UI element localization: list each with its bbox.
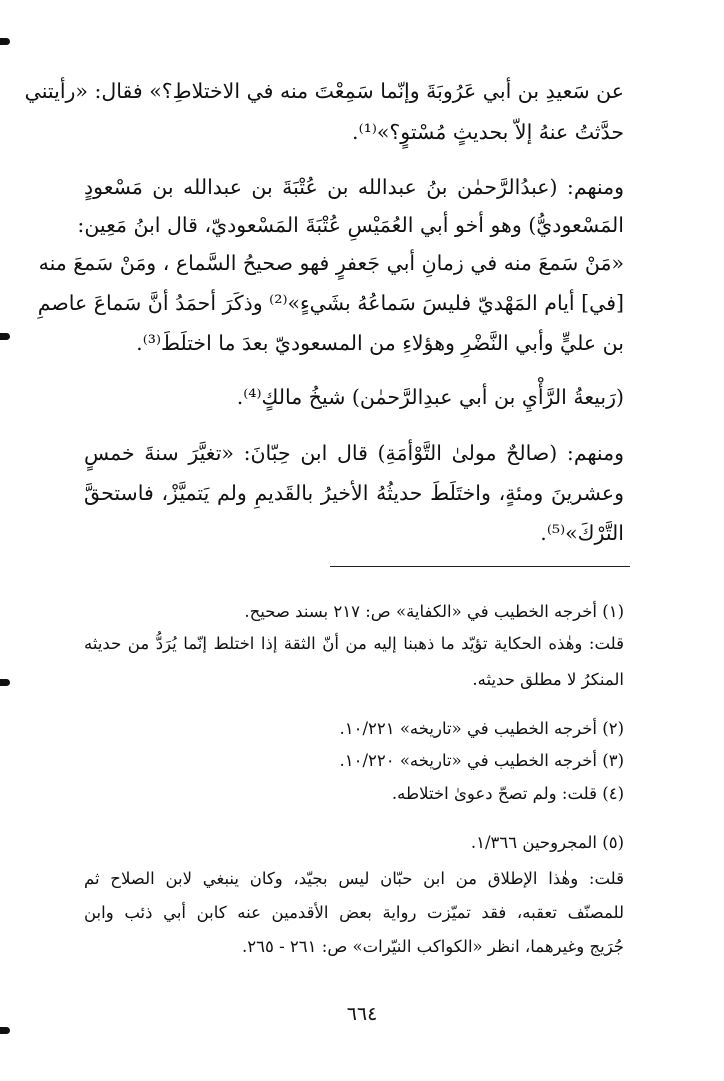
scan-mark [0, 38, 10, 45]
footnote-line: (٣) أخرجه الخطيب في «تاريخه» ١٠/٢٢٠. [339, 751, 624, 770]
footnote-line: (٢) أخرجه الخطيب في «تاريخه» ١٠/٢٢١. [339, 719, 624, 738]
scan-mark [0, 679, 10, 686]
main-text-line: ومنهم: (عبدُالرَّحمٰن بنُ عبدالله بن عُتْبَةَ بن عبدالله بن مَسْعودٍ [84, 175, 625, 199]
main-text-line: (رَبيعةُ الرَّأْيِ بن أبي عبدِالرَّحمٰن) شيخُ مالكٍ⁽⁴⁾. [236, 385, 624, 409]
main-text-line: عن سَعيدِ بن أبي عَرُوبَةَ وإنّما سَمِعْتَ منه في الاختلاطِ؟» فقال: «رأيتني [24, 79, 624, 103]
footnote-separator [330, 566, 630, 567]
scan-mark [0, 333, 10, 340]
footnote-line: المنكرُ لا مطلق حديثه. [472, 670, 624, 689]
scan-mark [0, 1027, 10, 1034]
main-text-line: التَّرْكَ»⁽⁵⁾. [540, 521, 624, 545]
main-text-line: [في] أيام المَهْديّ فليسَ سَماعُهُ بشَيءٍ»⁽²⁾ وذكَرَ أحمَدُ أنَّ سَماعَ عاصمِ [37, 291, 624, 315]
page-number: ٦٦٤ [346, 1003, 378, 1025]
footnote-line: (١) أخرجه الخطيب في «الكفاية» ص: ٢١٧ بسند صحيح. [244, 602, 624, 621]
main-text-line: ومنهم: (صالحٌ مولىٰ التَّوْأمَةِ) قال ابن حِبّانَ: «تغيَّرَ سنةَ خمسٍ [84, 441, 624, 465]
footnote-line: قلت: وهٰذا الإطلاق من ابن حبّان ليس بجيّد، وكان ينبغي لابن الصلاح ثم [84, 869, 624, 888]
main-text-line: حدَّثتُ عنهُ إلاّ بحديثٍ مُسْتوٍ؟»⁽¹⁾. [352, 120, 624, 144]
footnote-line: قلت: وهٰذه الحكاية تؤيّد ما ذهبنا إليه من أنّ الثقة إذا اختلط إنّما يُرَدُّ من حديثه [84, 634, 624, 653]
main-text-line: بن عليٍّ وأبي النَّضْرِ وهؤلاءِ من المسعوديّ بعدَ ما اختلَطَ⁽³⁾. [136, 331, 624, 355]
footnote-line: جُرَيج وغيرهما، انظر «الكواكب النيّرات» ص: ٢٦١ - ٢٦٥. [242, 937, 624, 956]
footnote-line: (٥) المجروحين ١/٣٦٦. [470, 833, 624, 852]
main-text-line: المَسْعوديُّ) وهو أخو أبي العُمَيْسِ عُتْبَةَ المَسْعوديّ، قال ابنُ مَعِين: [77, 213, 624, 237]
footnote-line: (٤) قلت: ولم تصحّ دعوىٰ اختلاطه. [391, 784, 624, 803]
main-text-line: «مَنْ سَمعَ منه في زمانِ أبي جَعفرٍ فهو صحيحُ السَّماع ، ومَنْ سَمعَ منه [38, 251, 624, 275]
footnote-line: للمصنّف تعقبه، فقد تميّزت رواية بعض الأقدمين عنه كابن أبي ذئب وابن [84, 903, 624, 922]
main-text-line: وعشرينَ ومئةٍ، واختَلَطَ حديثُهُ الأخيرُ بالقَديمِ ولم يَتميَّزْ، فاستحقَّ [84, 481, 624, 505]
